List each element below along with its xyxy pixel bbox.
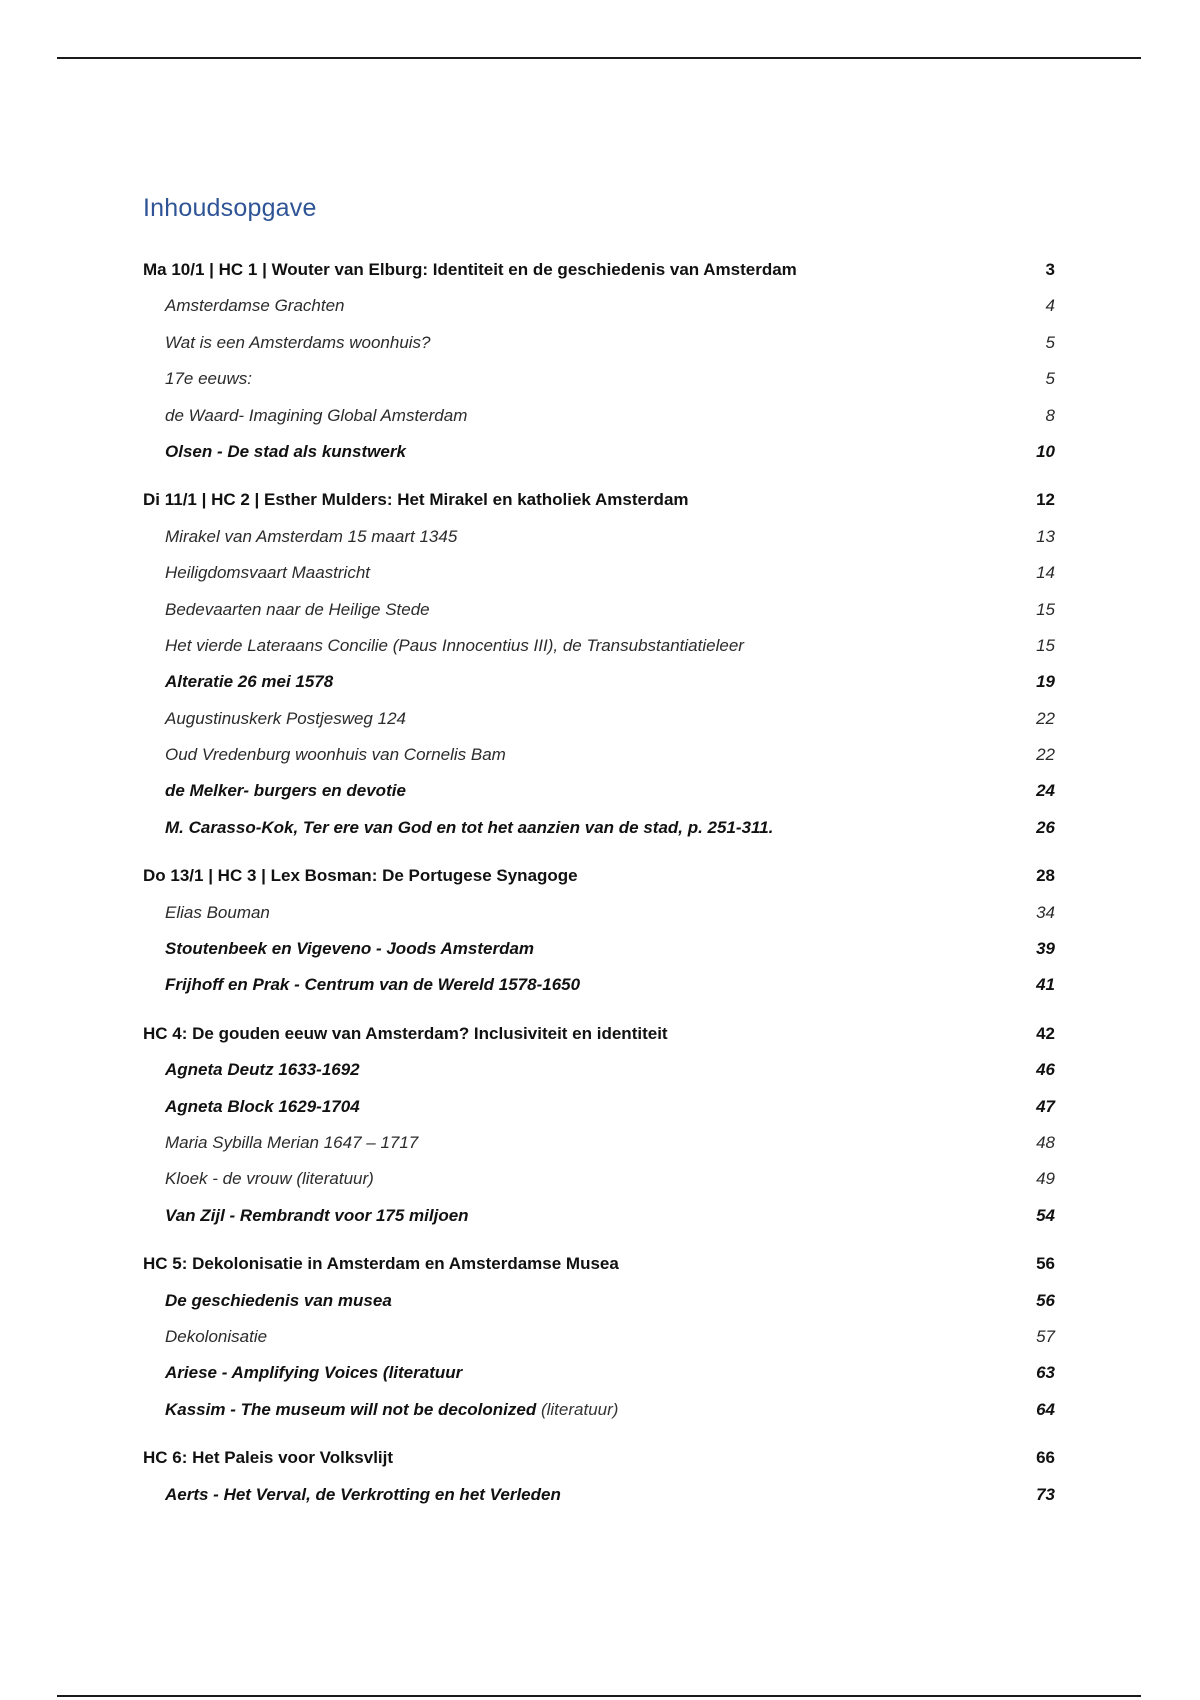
toc-entry-label: Wat is een Amsterdams woonhuis? [165, 332, 431, 352]
toc-heading-entry[interactable] [143, 482, 1055, 518]
toc-entry[interactable] [143, 628, 1055, 664]
toc-page-number: 24 [1036, 781, 1055, 801]
toc-entry[interactable] [143, 895, 1055, 931]
toc-entry-label: Van Zijl - Rembrandt voor 175 miljoen [165, 1205, 469, 1225]
toc-page-number: 15 [1036, 635, 1055, 655]
toc-entry[interactable] [143, 288, 1055, 324]
toc-entry-label: Agneta Deutz 1633-1692 [165, 1060, 360, 1080]
toc-entry[interactable] [143, 1161, 1055, 1197]
toc-entry[interactable] [143, 701, 1055, 737]
toc-entry-text [165, 628, 744, 664]
toc-entry-text [165, 519, 457, 555]
toc-heading-label: Di 11/1 | HC 2 | Esther Mulders: Het Mirakel en katholiek Amsterdam [143, 490, 689, 510]
toc-page-number: 19 [1036, 672, 1055, 692]
toc-entry[interactable] [143, 325, 1055, 361]
toc-page-number: 10 [1036, 441, 1055, 461]
toc-heading-label: HC 5: Dekolonisatie in Amsterdam en Amsterdamse Musea [143, 1254, 619, 1274]
toc-entry-text [165, 1161, 374, 1197]
toc-entry-text [165, 398, 467, 434]
toc-heading-entry[interactable] [143, 858, 1055, 894]
toc-entry-label: de Melker- burgers en devotie [165, 781, 406, 801]
toc-entry-text [165, 1355, 462, 1391]
toc-page-number: 48 [1036, 1132, 1055, 1152]
toc-entry[interactable] [143, 1125, 1055, 1161]
toc-entry-text [165, 434, 406, 470]
toc-entry-label: Mirakel van Amsterdam 15 maart 1345 [165, 526, 458, 546]
toc-heading-entry[interactable] [143, 1246, 1055, 1282]
toc-entry-text [165, 737, 506, 773]
toc-entry[interactable] [143, 519, 1055, 555]
toc-entry[interactable] [143, 773, 1055, 809]
toc-page-number: 56 [1036, 1254, 1055, 1274]
toc-entry[interactable] [143, 434, 1055, 470]
toc-page-number: 49 [1036, 1169, 1055, 1189]
toc-page-number: 56 [1036, 1290, 1055, 1310]
toc-entry-label: 17e eeuws: [165, 369, 252, 389]
toc-entry-text [165, 361, 252, 397]
toc-page-number: 4 [1045, 296, 1055, 316]
toc-page-number: 46 [1036, 1060, 1055, 1080]
toc-entry-suffix: (literatuur) [536, 1399, 619, 1419]
toc-page-number: 42 [1036, 1023, 1055, 1043]
toc-entry-label: Elias Bouman [165, 902, 270, 922]
toc-entry-label: Dekolonisatie [165, 1326, 268, 1346]
toc-entry[interactable] [143, 361, 1055, 397]
toc-entry-label: Het vierde Lateraans Concilie (Paus Innocentius III), de Transubstantiatieleer [165, 635, 744, 655]
toc-page-number: 8 [1045, 405, 1055, 425]
toc-entry-label: Frijhoff en Prak - Centrum van de Wereld 1578-1650 [165, 975, 581, 995]
toc-entry-text [165, 325, 431, 361]
toc-entry-text [165, 1198, 469, 1234]
toc-entry-label: Heiligdomsvaart Maastricht [165, 563, 371, 583]
toc-entry-text [165, 555, 370, 591]
toc-entry[interactable] [143, 555, 1055, 591]
footer-rule [57, 1695, 1141, 1697]
toc-section [143, 482, 1055, 846]
toc-page-number: 34 [1036, 902, 1055, 922]
toc-page-number: 5 [1045, 332, 1055, 352]
toc-page-number: 63 [1036, 1363, 1055, 1383]
toc-entry[interactable] [143, 1355, 1055, 1391]
toc-entry-text [165, 773, 406, 809]
toc-entry[interactable] [143, 737, 1055, 773]
toc-heading-entry[interactable] [143, 1016, 1055, 1052]
toc-page-number: 57 [1036, 1326, 1055, 1346]
toc-page-number: 14 [1036, 563, 1055, 583]
toc-page-number: 28 [1036, 866, 1055, 886]
toc-entry[interactable] [143, 1319, 1055, 1355]
toc-page-number: 22 [1036, 708, 1055, 728]
toc-entry[interactable] [143, 1198, 1055, 1234]
toc-heading-entry[interactable] [143, 1440, 1055, 1476]
toc-section [143, 1440, 1055, 1513]
table-of-contents [143, 252, 1055, 1525]
toc-entry-label: Bedevaarten naar de Heilige Stede [165, 599, 430, 619]
toc-section [143, 1246, 1055, 1428]
toc-entry[interactable] [143, 810, 1055, 846]
toc-entry-text [165, 288, 345, 324]
toc-page-number: 3 [1045, 260, 1055, 279]
toc-entry[interactable] [143, 1477, 1055, 1513]
toc-entry-label: Oud Vredenburg woonhuis van Cornelis Bam [165, 745, 506, 765]
toc-entry[interactable] [143, 592, 1055, 628]
toc-page-number: 22 [1036, 745, 1055, 765]
toc-page-number: 26 [1036, 817, 1055, 837]
toc-heading-label: HC 4: De gouden eeuw van Amsterdam? Inclusiviteit en identiteit [143, 1023, 668, 1043]
toc-entry-text [165, 1052, 360, 1088]
toc-entry-label: De geschiedenis van musea [165, 1290, 392, 1310]
toc-page-number: 64 [1036, 1399, 1055, 1419]
toc-entry-text [165, 1477, 561, 1513]
toc-entry-text [165, 1089, 360, 1125]
toc-entry-text [165, 810, 773, 846]
toc-entry-text [165, 701, 406, 737]
header-rule [57, 57, 1141, 59]
toc-entry-text [165, 664, 333, 700]
toc-page-number: 13 [1036, 526, 1055, 546]
toc-entry-label: de Waard- Imagining Global Amsterdam [165, 405, 468, 425]
toc-entry-label: Aerts - Het Verval, de Verkrotting en het Verleden [165, 1484, 561, 1504]
toc-entry-label: M. Carasso-Kok, Ter ere van God en tot het aanzien van de stad, p. 251-311. [165, 817, 774, 837]
toc-entry-label: Augustinuskerk Postjesweg 124 [165, 708, 406, 728]
toc-entry-label: Amsterdamse Grachten [165, 296, 345, 316]
toc-page-number: 73 [1036, 1484, 1055, 1504]
toc-page-number: 54 [1036, 1205, 1055, 1225]
toc-entry[interactable] [143, 931, 1055, 967]
toc-entry-label: Ariese - Amplifying Voices (literatuur [165, 1363, 463, 1383]
toc-section [143, 858, 1055, 1004]
toc-entry[interactable] [143, 1283, 1055, 1319]
toc-entry-text [165, 1125, 418, 1161]
toc-entry[interactable] [143, 1089, 1055, 1125]
toc-entry[interactable] [143, 398, 1055, 434]
toc-section [143, 252, 1055, 470]
toc-entry[interactable] [143, 1392, 1055, 1428]
toc-title: Inhoudsopgave [143, 194, 317, 222]
toc-entry-label: Olsen - De stad als kunstwerk [165, 441, 406, 461]
toc-page-number: 15 [1036, 599, 1055, 619]
toc-page-number: 39 [1036, 939, 1055, 959]
toc-entry[interactable] [143, 1052, 1055, 1088]
toc-entry-text [165, 967, 580, 1003]
toc-entry-text [165, 895, 270, 931]
toc-section [143, 1016, 1055, 1234]
toc-heading-label: Do 13/1 | HC 3 | Lex Bosman: De Portugese Synagoge [143, 866, 578, 886]
toc-entry-label: Agneta Block 1629-1704 [165, 1096, 360, 1116]
toc-entry-label: Maria Sybilla Merian 1647 – 1717 [165, 1132, 419, 1152]
toc-page-number: 12 [1036, 490, 1055, 510]
toc-page-number: 47 [1036, 1096, 1055, 1116]
toc-heading-label: HC 6: Het Paleis voor Volksvlijt [143, 1448, 394, 1468]
toc-entry-label: Alteratie 26 mei 1578 [165, 672, 334, 692]
toc-entry-label: Kloek - de vrouw (literatuur) [165, 1169, 374, 1189]
toc-page-number: 66 [1036, 1448, 1055, 1468]
toc-entry-text [165, 592, 430, 628]
toc-page-number: 41 [1036, 975, 1055, 995]
toc-heading-entry[interactable] [143, 252, 1055, 288]
toc-entry[interactable] [143, 967, 1055, 1003]
toc-heading-label: Ma 10/1 | HC 1 | Wouter van Elburg: Identiteit en de geschiedenis van Amsterdam [143, 260, 797, 279]
toc-entry-label: Kassim - The museum will not be decolonized [165, 1399, 537, 1419]
toc-entry-text [165, 1392, 618, 1428]
toc-entry-label: Stoutenbeek en Vigeveno - Joods Amsterdam [165, 939, 535, 959]
toc-entry-text [165, 1283, 392, 1319]
toc-entry-text [165, 1319, 267, 1355]
toc-entry[interactable] [143, 664, 1055, 700]
toc-entry-text [165, 931, 534, 967]
toc-page-number: 5 [1045, 369, 1055, 389]
